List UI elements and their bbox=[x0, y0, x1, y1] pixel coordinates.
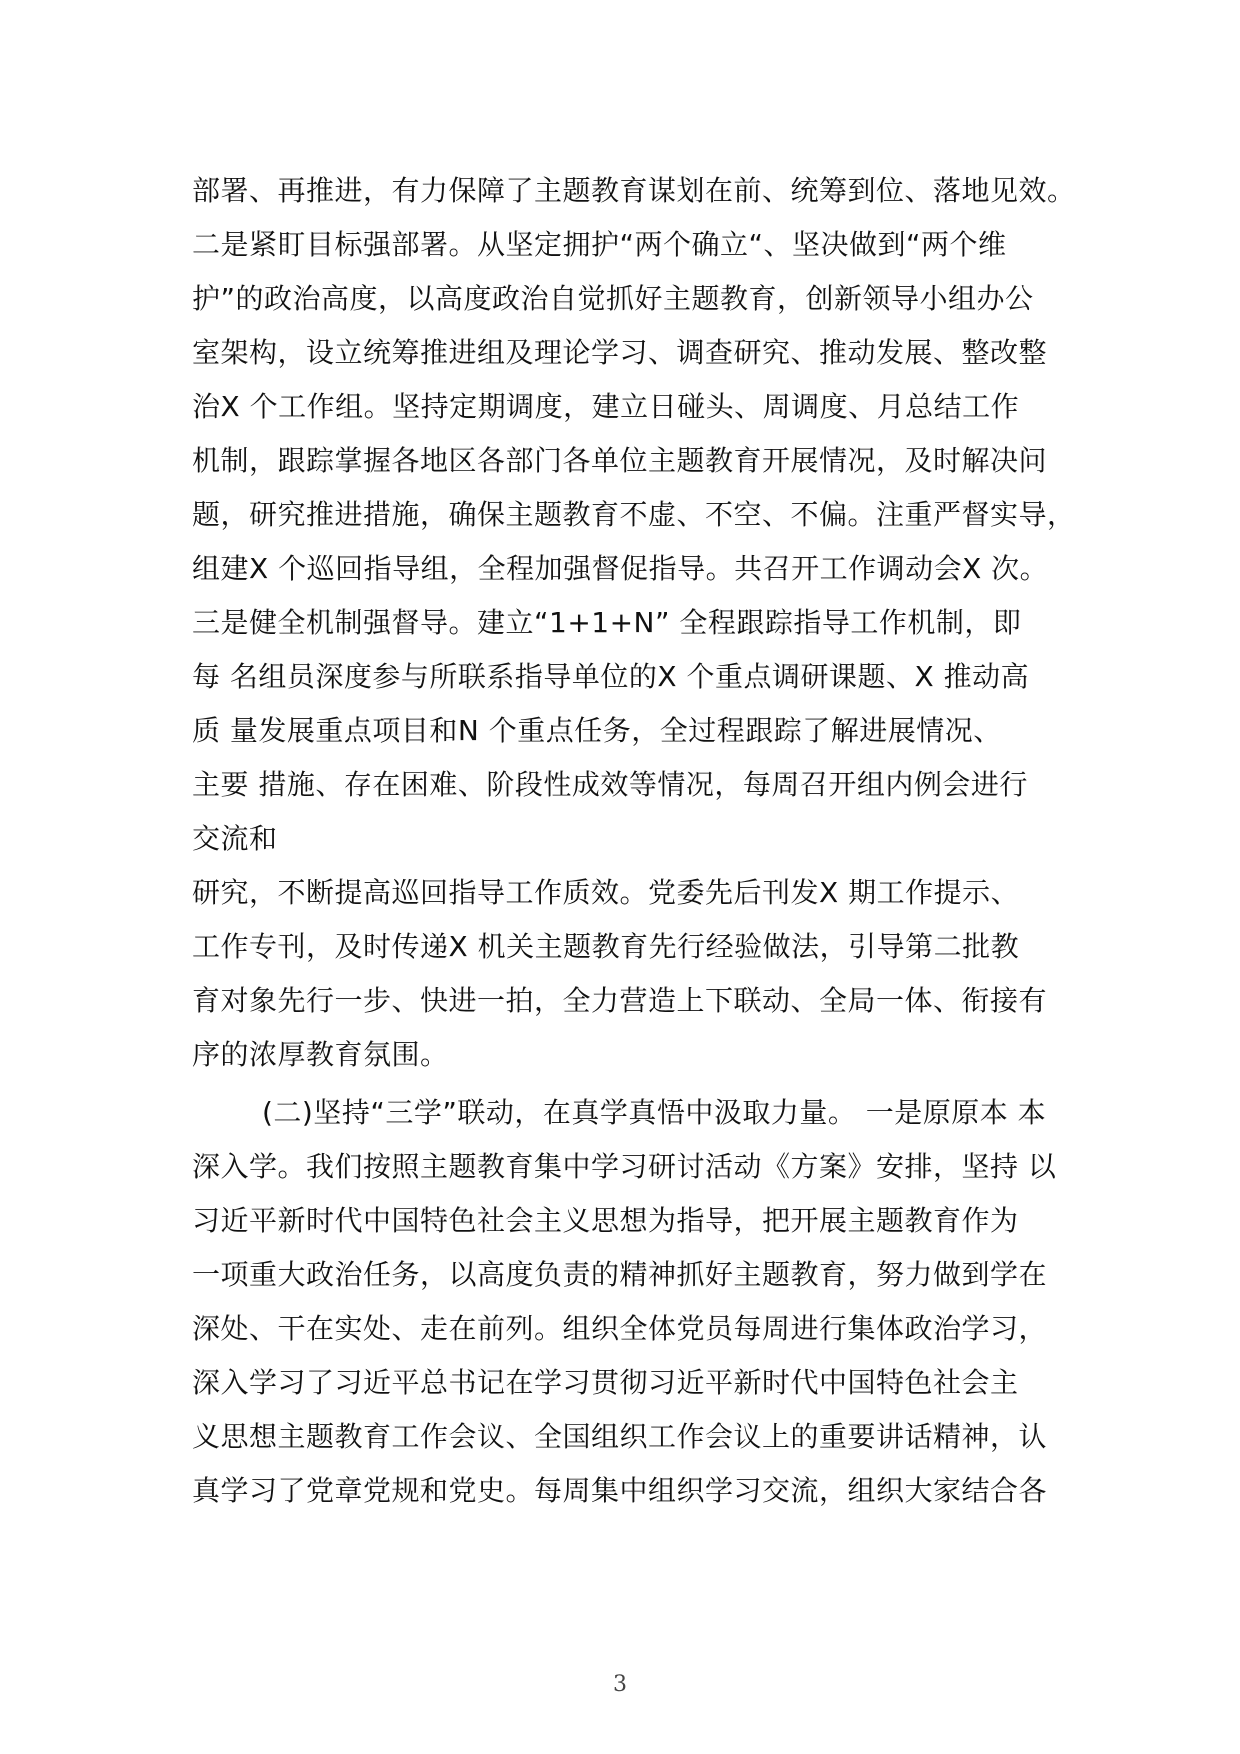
text-line: 真学习了党章党规和党史。每周集中组织学习交流，组织大家结合各 bbox=[192, 1474, 1048, 1507]
text-line: 工作专刊，及时传递X 机关主题教育先行经验做法，引导第二批教 bbox=[192, 930, 1020, 963]
text-line: 义思想主题教育工作会议、全国组织工作会议上的重要讲话精神，认 bbox=[192, 1420, 1048, 1453]
text-line: 二是紧盯目标强部署。从坚定拥护“两个确立“、坚决做到“两个维 bbox=[192, 228, 1007, 261]
text-line: 习近平新时代中国特色社会主义思想为指导，把开展主题教育作为 bbox=[192, 1204, 1019, 1237]
text-line: 每 名组员深度参与所联系指导单位的X 个重点调研课题、X 推动高 bbox=[192, 660, 1030, 693]
text-line: 深入学习了习近平总书记在学习贯彻习近平新时代中国特色社会主 bbox=[192, 1366, 1019, 1399]
text-line: 质 量发展重点项目和N 个重点任务，全过程跟踪了解进展情况、 bbox=[192, 714, 1002, 747]
text-line: 交流和 bbox=[192, 822, 278, 855]
text-line: 部署、再推进，有力保障了主题教育谋划在前、统筹到位、落地见效。 bbox=[192, 174, 1076, 207]
text-line: 一项重大政治任务，以高度负责的精神抓好主题教育，努力做到学在 bbox=[192, 1258, 1048, 1291]
text-line: 机制，跟踪掌握各地区各部门各单位主题教育开展情况，及时解决问 bbox=[192, 444, 1048, 477]
text-line: 深处、干在实处、走在前列。组织全体党员每周进行集体政治学习， bbox=[192, 1312, 1048, 1345]
text-line: 育对象先行一步、快进一拍，全力营造上下联动、全局一体、衔接有 bbox=[192, 984, 1048, 1017]
text-line: 三是健全机制强督导。建立“1+1+N” 全程跟踪指导工作机制，即 bbox=[192, 606, 1022, 639]
text-line: 序的浓厚教育氛围。 bbox=[192, 1038, 449, 1071]
document-body bbox=[192, 164, 1082, 1518]
text-line: 组建X 个巡回指导组，全程加强督促指导。共召开工作调动会X 次。 bbox=[192, 552, 1049, 585]
text-line: 主要 措施、存在困难、阶段性成效等情况，每周召开组内例会进行 bbox=[192, 768, 1028, 801]
text-line: 治X 个工作组。坚持定期调度，建立日碰头、周调度、月总结工作 bbox=[192, 390, 1020, 423]
text-line: 题，研究推进措施，确保主题教育不虚、不空、不偏。注重严督实导， bbox=[192, 498, 1076, 531]
section-heading-line: (二)坚持“三学”联动，在真学真悟中汲取力量。 一是原原本 本 bbox=[262, 1096, 1047, 1129]
text-line: 室架构，设立统筹推进组及理论学习、调查研究、推动发展、整改整 bbox=[192, 336, 1048, 369]
text-line: 研究，不断提高巡回指导工作质效。党委先后刊发X 期工作提示、 bbox=[192, 876, 1020, 909]
text-line: 深入学。我们按照主题教育集中学习研讨活动《方案》安排，坚持 以 bbox=[192, 1150, 1057, 1183]
page-number: 3 bbox=[613, 1672, 627, 1697]
text-line: 护”的政治高度，以高度政治自觉抓好主题教育，创新领导小组办公 bbox=[192, 282, 1034, 315]
